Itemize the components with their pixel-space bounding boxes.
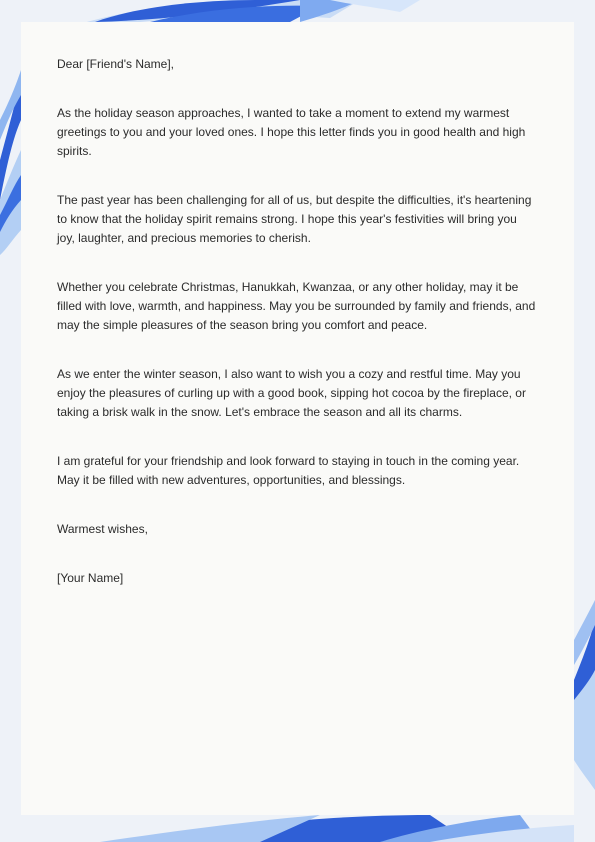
salutation: Dear [Friend's Name],: [57, 57, 174, 71]
paragraph-1: As the holiday season approaches, I wanted to take a moment to extend my warmest greetings to you and your loved ones. I hope this letter finds you in good health and high spirits.: [57, 106, 526, 158]
paragraph-2: The past year has been challenging for all of us, but despite the difficulties, it's heartening to know that the holiday spirit remains strong. I hope this year's festivities will bring you joy, laughter, and precious memories to cherish.: [57, 193, 532, 245]
paragraph-3: Whether you celebrate Christmas, Hanukkah, Kwanzaa, or any other holiday, may it be filled with love, warmth, and happiness. May you be surrounded by family and friends, and may the simple pleasures of the season bring you comfort and peace.: [57, 280, 536, 332]
paragraph-4: As we enter the winter season, I also want to wish you a cozy and restful time. May you enjoy the pleasures of curling up with a good book, sipping hot cocoa by the fireplace, or taking a brisk walk in the snow. Let's embrace the season and all its charms.: [57, 367, 526, 419]
letter-body: [57, 55, 537, 588]
signature: [Your Name]: [57, 571, 124, 585]
paragraph-5: I am grateful for your friendship and look forward to staying in touch in the coming year. May it be filled with new adventures, opportunities, and blessings.: [57, 454, 520, 487]
closing: Warmest wishes,: [57, 522, 148, 536]
